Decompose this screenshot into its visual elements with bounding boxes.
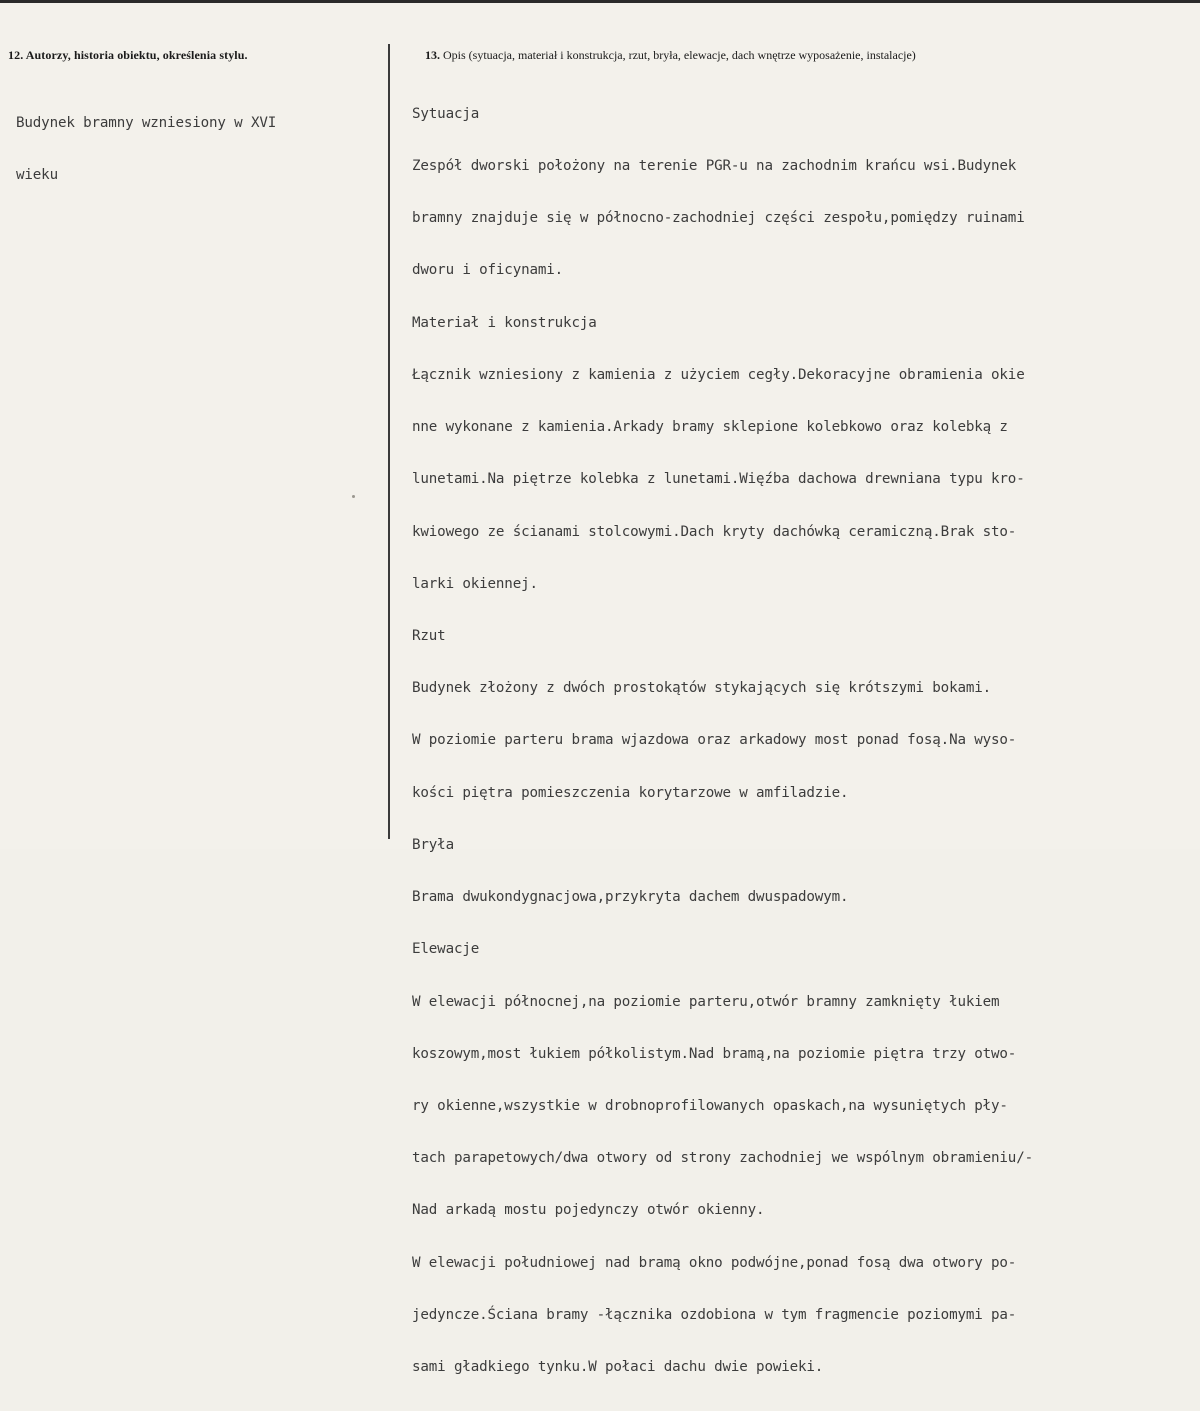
typed-line: Brama dwukondygnacjowa,przykryta dachem dwuspadowym.: [412, 889, 849, 906]
typed-line: dworu i oficynami.: [412, 262, 564, 279]
subheading-elewacje: Elewacje: [412, 941, 480, 958]
subheading-sytuacja: Sytuacja: [412, 105, 480, 122]
section-13-typed-text: [412, 71, 1033, 1411]
section-13-heading-text: Opis (sytuacja, materiał i konstrukcja, rzut, bryła, elewacje, dach wnętrze wyposażenie, instalacje): [443, 48, 916, 62]
section-12-heading: 12. Autorzy, historia obiektu, określenia stylu.: [8, 48, 248, 62]
typed-line: bramny znajduje się w północno-zachodniej części zespołu,pomiędzy ruinami: [412, 210, 1025, 227]
typed-line: W poziomie parteru brama wjazdowa oraz arkadowy most ponad fosą.Na wyso-: [412, 732, 1017, 749]
subheading-material: Materiał i konstrukcja: [412, 314, 597, 331]
typed-line: wieku: [16, 167, 58, 184]
paper-speck: [352, 495, 355, 498]
typed-line: Łącznik wzniesiony z kamienia z użyciem cegły.Dekoracyjne obramienia okie: [412, 366, 1025, 383]
typed-line: nne wykonane z kamienia.Arkady bramy sklepione kolebkowo oraz kolebką z: [412, 419, 1008, 436]
typed-line: sami gładkiego tynku.W połaci dachu dwie powieki.: [412, 1359, 824, 1376]
typed-line: kwiowego ze ścianami stolcowymi.Dach kryty dachówką ceramiczną.Brak sto-: [412, 523, 1017, 540]
section-13-number: 13.: [425, 48, 440, 62]
typed-line: tach parapetowych/dwa otwory od strony zachodniej we wspólnym obramieniu/-: [412, 1150, 1033, 1167]
card-top-edge: [0, 0, 1200, 3]
typed-line: W elewacji północnej,na poziomie parteru,otwór bramny zamknięty łukiem: [412, 993, 1000, 1010]
section-13-heading: [425, 48, 916, 63]
column-divider: [388, 44, 390, 839]
typed-line: Budynek bramny wzniesiony w XVI: [16, 114, 277, 131]
typed-line: koszowym,most łukiem półkolistym.Nad bramą,na poziomie piętra trzy otwo-: [412, 1045, 1017, 1062]
typed-line: kości piętra pomieszczenia korytarzowe w amfiladzie.: [412, 784, 849, 801]
typed-line: jedyncze.Ściana bramy -łącznika ozdobiona w tym fragmencie poziomymi pa-: [412, 1306, 1017, 1323]
typed-line: ry okienne,wszystkie w drobnoprofilowanych opaskach,na wysuniętych pły-: [412, 1097, 1008, 1114]
typed-line: W elewacji południowej nad bramą okno podwójne,ponad fosą dwa otwory po-: [412, 1254, 1017, 1271]
subheading-bryla: Bryła: [412, 836, 454, 853]
typed-line: lunetami.Na piętrze kolebka z lunetami.Więźba dachowa drewniana typu kro-: [412, 471, 1025, 488]
subheading-rzut: Rzut: [412, 628, 446, 644]
section-12-typed-text: [16, 80, 276, 219]
typed-line: larki okiennej.: [412, 575, 538, 592]
typed-line: Nad arkadą mostu pojedynczy otwór okienny.: [412, 1202, 765, 1219]
typed-line: Zespół dworski położony na terenie PGR-u na zachodnim krańcu wsi.Budynek: [412, 158, 1017, 175]
typed-line: Budynek złożony z dwóch prostokątów stykających się krótszymi bokami.: [412, 680, 992, 697]
